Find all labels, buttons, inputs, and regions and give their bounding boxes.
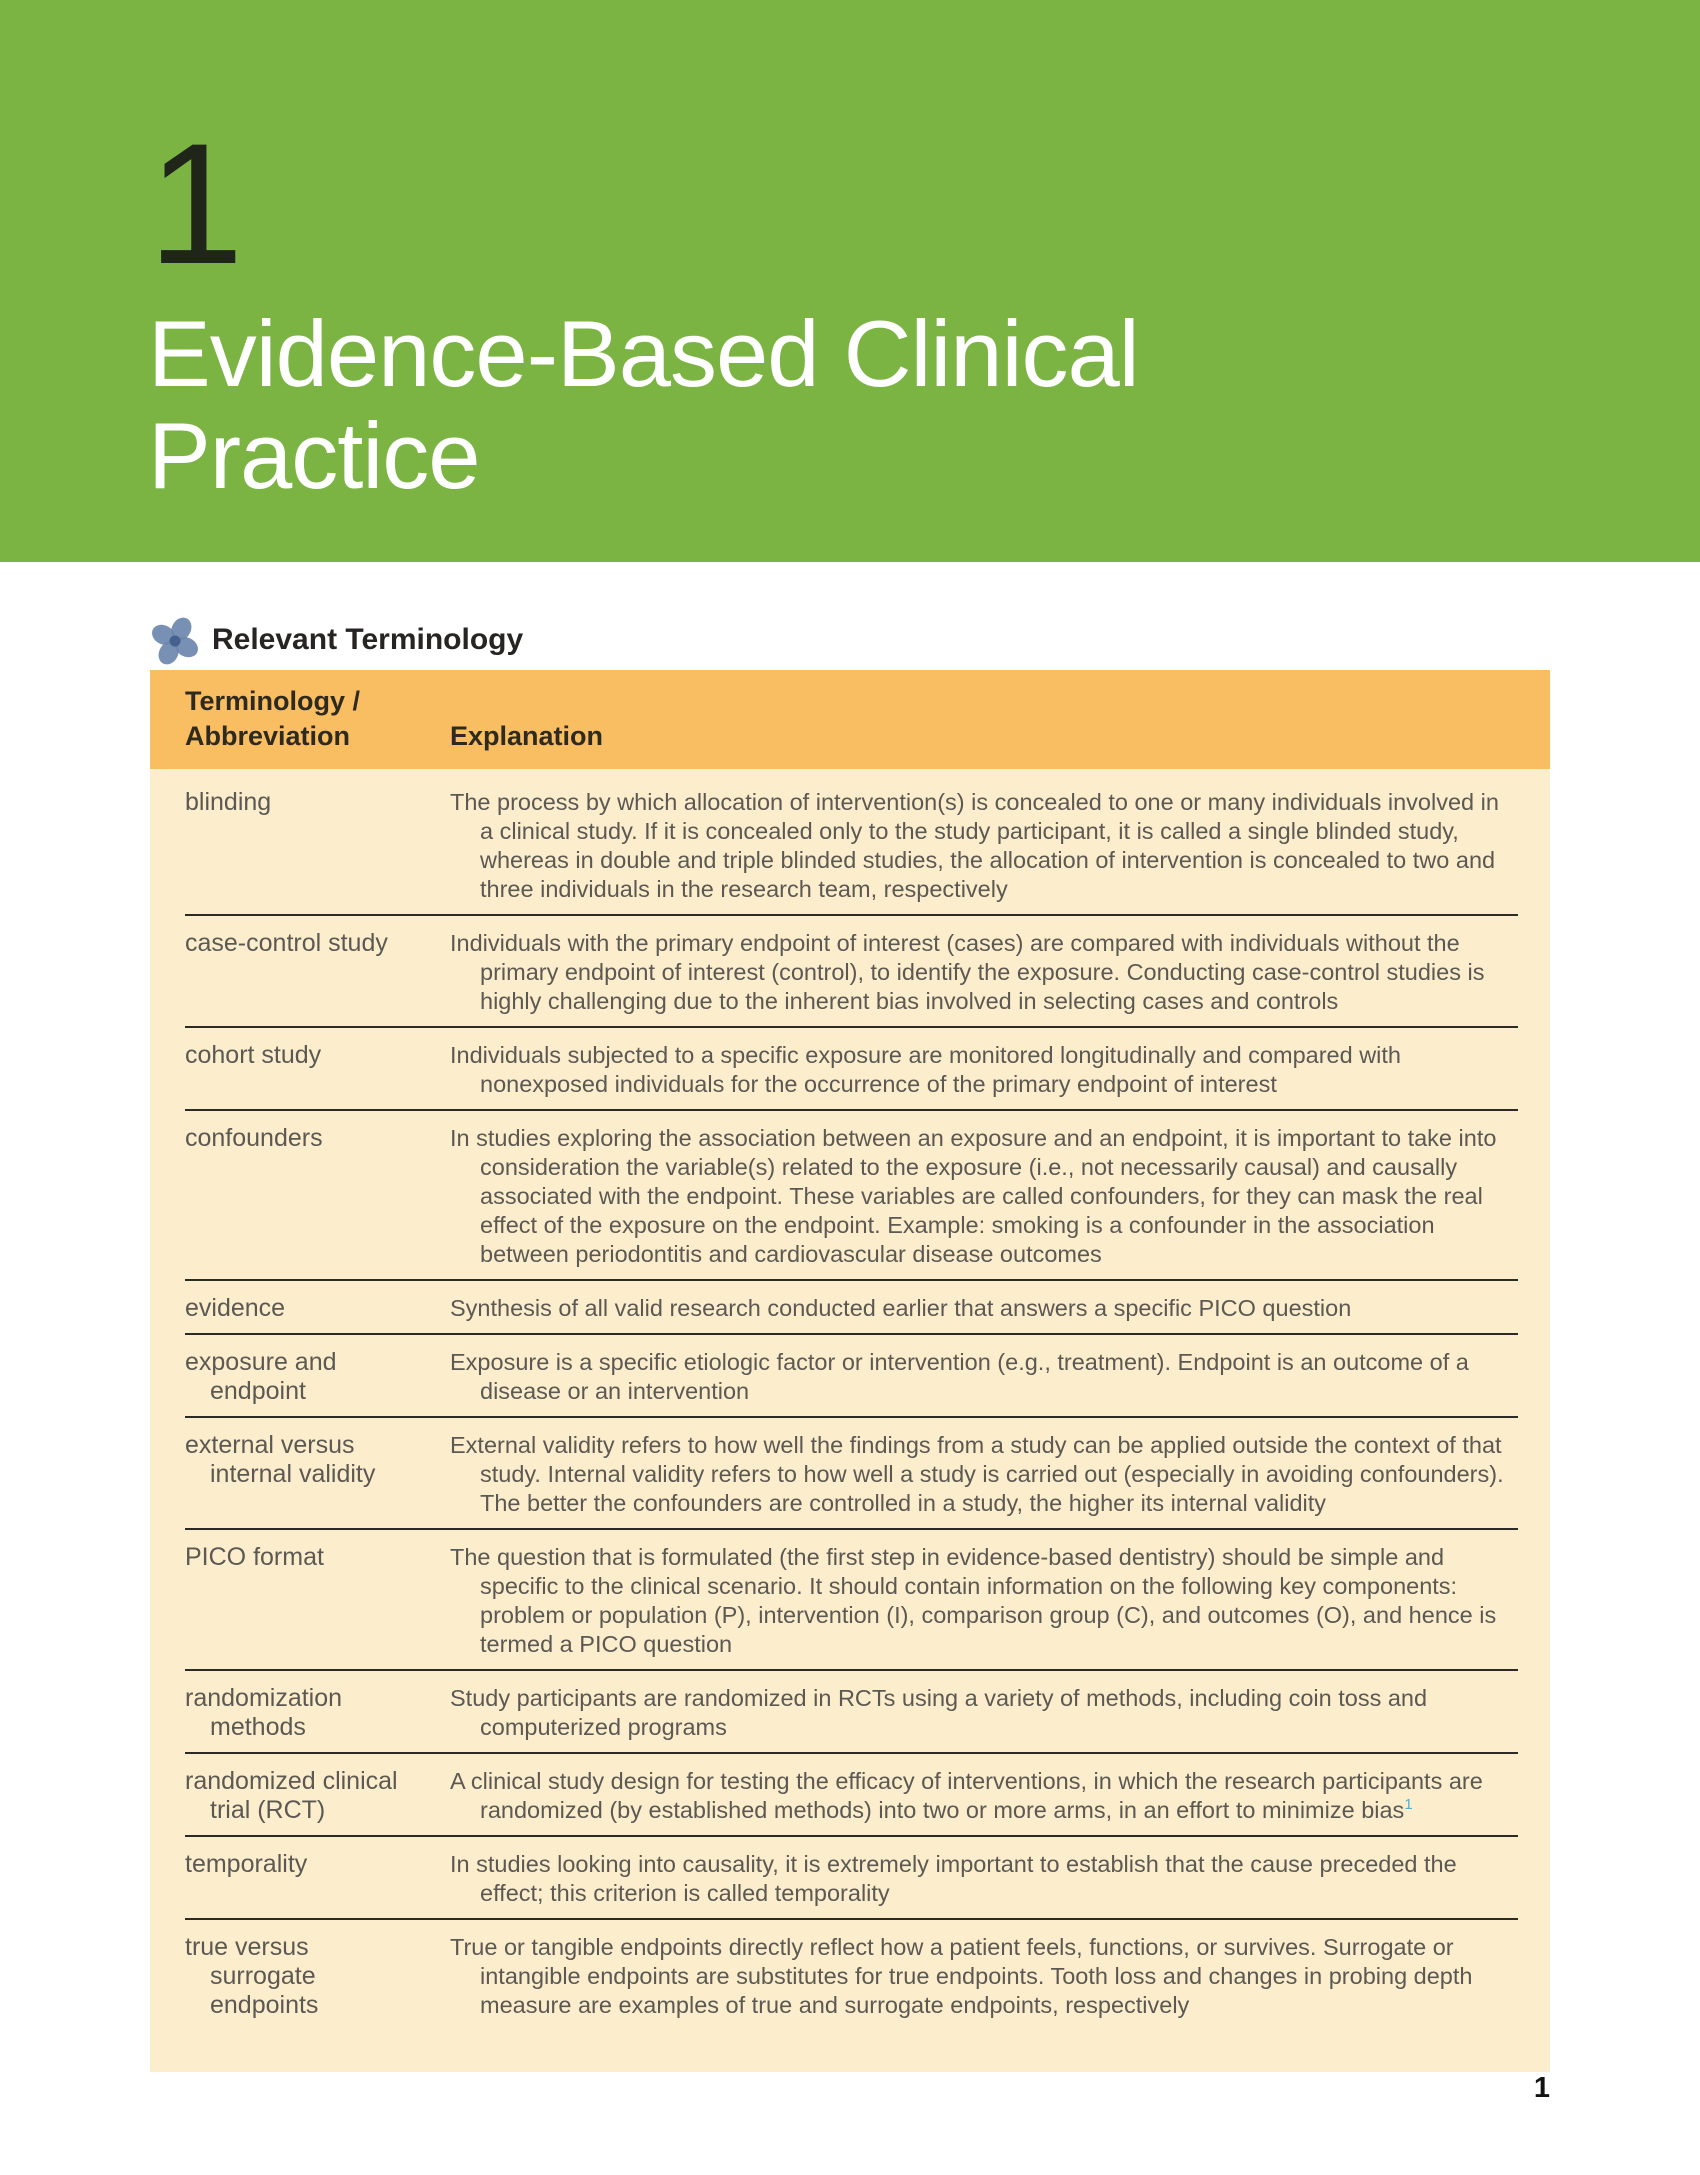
term-cell: evidence — [185, 1294, 286, 1322]
table-row — [185, 1333, 1518, 1416]
term-cell: temporality — [185, 1850, 308, 1878]
term-cell: case-control study — [185, 929, 388, 957]
column-header-explanation: Explanation — [450, 721, 604, 751]
column-header-terminology-line1: Terminology / — [185, 686, 361, 716]
explanation-cell: In studies exploring the association between an exposure and an endpoint, it is important to take into consideration the variable(s) related to the exposure (i.e., not necessarily causal) and causally associated with the endpoint. These variables are called confounders, for they can mask the real effect of the exposure on the endpoint. Example: smoking is a confounder in the association between periodontitis and cardiovascular disease outcomes — [450, 1125, 1497, 1267]
column-header-terminology-line2: Abbreviation — [185, 721, 351, 751]
table-row — [185, 1528, 1518, 1669]
explanation-cell: Exposure is a specific etiologic factor or intervention (e.g., treatment). Endpoint is an outcome of a disease or an intervention — [450, 1349, 1469, 1404]
explanation-cell: Individuals with the primary endpoint of interest (cases) are compared with individuals without the primary endpoint of interest (control), to identify the exposure. Conducting case-control studies is highly challenging due to the inherent bias involved in selecting cases and controls — [450, 930, 1485, 1014]
table-header-row — [150, 670, 1550, 769]
table-row — [185, 914, 1518, 1026]
chapter-number: 1 — [148, 108, 242, 300]
footnote-ref: 1 — [1404, 1796, 1413, 1814]
table-row — [185, 1416, 1518, 1528]
explanation-cell: The process by which allocation of intervention(s) is concealed to one or many individuals involved in a clinical study. If it is concealed only to the study participant, it is called a single blinded study, whereas in double and triple blinded studies, the allocation of intervention is concealed to two and three individuals in the research team, respectively — [450, 789, 1499, 902]
table-row — [185, 1752, 1518, 1835]
term-cell: blinding — [185, 788, 272, 816]
table-row — [185, 775, 1518, 914]
flower-icon — [150, 614, 200, 668]
term-cell: randomized clinical trial (RCT) — [185, 1767, 398, 1824]
table-row — [185, 1669, 1518, 1752]
term-cell: PICO format — [185, 1543, 324, 1571]
table-row — [185, 1279, 1518, 1333]
table-row — [185, 1835, 1518, 1918]
table-body — [150, 769, 1550, 2072]
table-row — [185, 1109, 1518, 1279]
term-cell: true versus surrogate endpoints — [185, 1933, 319, 2019]
explanation-cell: In studies looking into causality, it is extremely important to establish that the cause preceded the effect; this criterion is called temporality — [450, 1851, 1457, 1906]
page-number: 1 — [1533, 2072, 1550, 2104]
explanation-cell: Synthesis of all valid research conducted earlier that answers a specific PICO question — [450, 1295, 1352, 1321]
section-heading — [150, 612, 523, 668]
chapter-banner — [0, 0, 1700, 562]
term-cell: exposure and endpoint — [185, 1348, 337, 1405]
chapter-title-line1: Evidence-Based Clinical — [148, 301, 1139, 406]
term-cell: randomization methods — [185, 1684, 343, 1741]
explanation-cell: External validity refers to how well the findings from a study can be applied outside the context of that study. Internal validity refers to how well a study is carried out (especially in avoiding confounders). The better the confounders are controlled in a study, the higher its internal validity — [450, 1432, 1504, 1516]
explanation-cell: The question that is formulated (the first step in evidence-based dentistry) should be simple and specific to the clinical scenario. It should contain information on the following key components: problem or population (P), intervention (I), comparison group (C), and outcomes (O), and hence is termed a PICO question — [450, 1544, 1497, 1657]
term-cell: external versus internal validity — [185, 1431, 376, 1488]
term-cell: cohort study — [185, 1041, 322, 1069]
explanation-cell: Study participants are randomized in RCTs using a variety of methods, including coin toss and computerized programs — [450, 1685, 1428, 1740]
terminology-table — [150, 670, 1550, 2072]
explanation-cell: Individuals subjected to a specific exposure are monitored longitudinally and compared with nonexposed individuals for the occurrence of the primary endpoint of interest — [450, 1042, 1401, 1097]
term-cell: confounders — [185, 1124, 323, 1152]
table-row — [185, 1918, 1518, 2030]
table-row — [185, 1026, 1518, 1109]
column-header-terminology — [185, 684, 450, 754]
chapter-title-line2: Practice — [148, 403, 480, 508]
explanation-cell: A clinical study design for testing the efficacy of interventions, in which the research participants are randomized (by established methods) into two or more arms, in an effort to minimize bias$^1$ — [450, 1768, 1483, 1823]
explanation-cell: True or tangible endpoints directly reflect how a patient feels, functions, or survives. Surrogate or intangible endpoints are substitutes for true endpoints. Tooth loss and changes in probing depth measure are examples of true and surrogate endpoints, respectively — [450, 1934, 1473, 2018]
section-heading-label: Relevant Terminology — [212, 623, 524, 656]
chapter-title — [148, 303, 1139, 507]
